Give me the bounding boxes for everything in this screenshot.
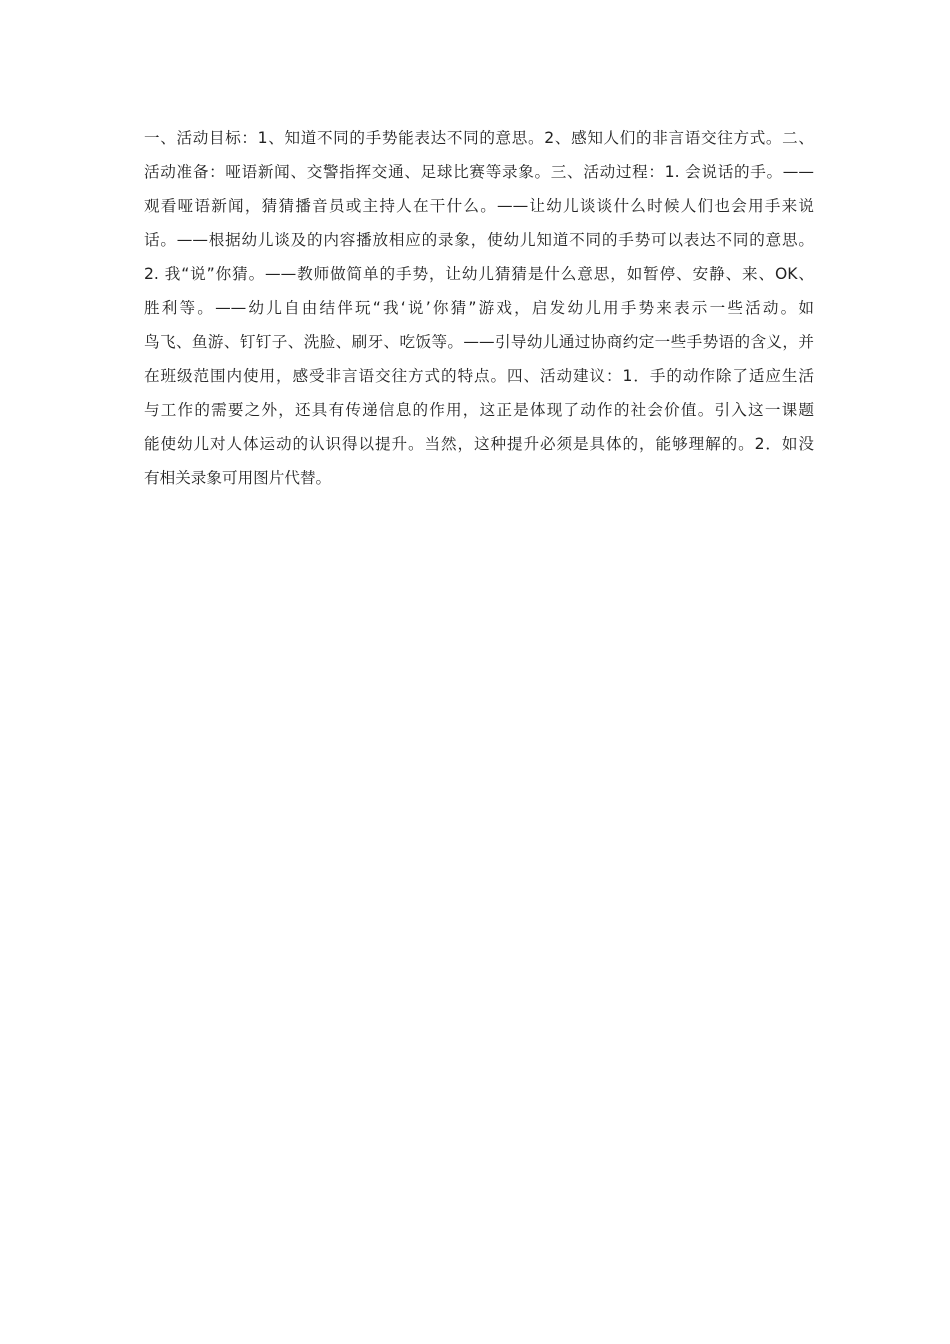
text-line-8: 在班级范围内使用，感受非言语交往方式的特点。四、活动建议：1．手的动作除了适应生活	[144, 367, 814, 385]
text-line-6: 胜利等。——幼儿自由结伴玩“我‘说’你猜”游戏，启发幼儿用手势来表示一些活动。如	[144, 299, 814, 317]
text-line-1: 一、活动目标：1、知道不同的手势能表达不同的意思。2、感知人们的非言语交往方式。二、	[144, 129, 814, 147]
text-line-9: 与工作的需要之外，还具有传递信息的作用，这正是体现了动作的社会价值。引入这一课题	[144, 401, 814, 419]
text-line-5: 2. 我“说”你猜。——教师做简单的手势，让幼儿猜猜是什么意思，如暂停、安静、来、OK、	[144, 265, 814, 283]
text-line-2: 活动准备：哑语新闻、交警指挥交通、足球比赛等录象。三、活动过程：1. 会说话的手。——	[144, 163, 814, 181]
text-line-7: 鸟飞、鱼游、钉钉子、洗脸、刷牙、吃饭等。——引导幼儿通过协商约定一些手势语的含义，并	[144, 333, 814, 351]
text-line-3: 观看哑语新闻，猜猜播音员或主持人在干什么。——让幼儿谈谈什么时候人们也会用手来说	[144, 197, 814, 215]
text-line-10: 能使幼儿对人体运动的认识得以提升。当然，这种提升必须是具体的，能够理解的。2．如没	[144, 435, 814, 453]
text-line-11: 有相关录象可用图片代替。	[144, 469, 332, 487]
body-paragraph	[144, 121, 814, 495]
text-line-4: 话。——根据幼儿谈及的内容播放相应的录象，使幼儿知道不同的手势可以表达不同的意思。	[144, 231, 814, 249]
